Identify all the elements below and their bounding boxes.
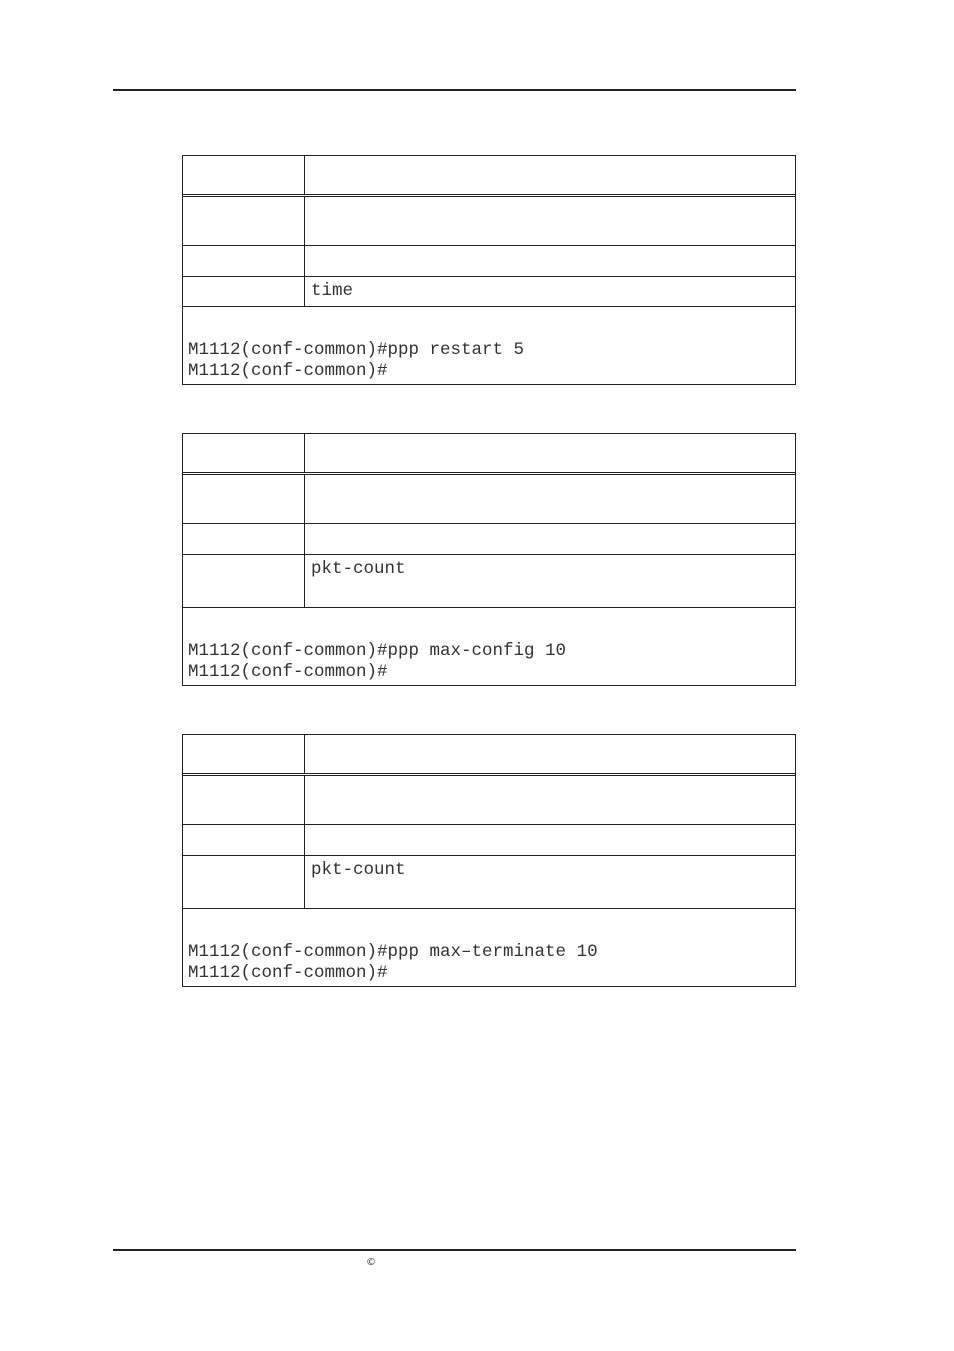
description-label-cell	[183, 776, 305, 824]
example-line: M1112(conf-common)#ppp restart 5	[188, 340, 525, 360]
header-cell-right	[305, 735, 795, 773]
header-cell-right	[305, 434, 795, 472]
copyright-symbol: ©	[366, 1257, 376, 1268]
table-header-row	[183, 434, 795, 475]
footer-rule	[113, 1249, 796, 1251]
header-rule	[113, 89, 796, 91]
mode-label-cell	[183, 825, 305, 855]
parameter-row	[183, 555, 795, 608]
mode-row	[183, 825, 795, 856]
description-row	[183, 197, 795, 246]
command-table-ppp-max-terminate	[182, 734, 796, 987]
mode-value-cell	[305, 246, 795, 276]
description-value-cell	[305, 197, 795, 245]
example-line: M1112(conf-common)#ppp max-config 10	[188, 641, 567, 661]
parameter-row	[183, 277, 795, 307]
example-block	[183, 909, 795, 986]
table-header-row	[183, 735, 795, 776]
mode-label-cell	[183, 246, 305, 276]
parameter-label-cell	[183, 555, 305, 607]
command-table-ppp-max-config	[182, 433, 796, 686]
mode-row	[183, 246, 795, 277]
table-header-row	[183, 156, 795, 197]
example-block	[183, 608, 795, 685]
parameter-label-cell	[183, 277, 305, 306]
parameter-row	[183, 856, 795, 909]
mode-label-cell	[183, 524, 305, 554]
example-line: M1112(conf-common)#	[188, 361, 388, 381]
description-label-cell	[183, 475, 305, 523]
description-row	[183, 475, 795, 524]
description-row	[183, 776, 795, 825]
header-cell-left	[183, 735, 305, 773]
description-value-cell	[305, 475, 795, 523]
header-cell-left	[183, 434, 305, 472]
description-value-cell	[305, 776, 795, 824]
mode-value-cell	[305, 524, 795, 554]
parameter-name: pkt-count	[311, 860, 406, 880]
description-label-cell	[183, 197, 305, 245]
command-table-ppp-restart	[182, 155, 796, 385]
mode-row	[183, 524, 795, 555]
example-line: M1112(conf-common)#ppp max–terminate 10	[188, 942, 598, 962]
header-cell-right	[305, 156, 795, 194]
example-line: M1112(conf-common)#	[188, 963, 388, 983]
example-block	[183, 307, 795, 384]
parameter-label-cell	[183, 856, 305, 908]
mode-value-cell	[305, 825, 795, 855]
parameter-name: time	[311, 281, 354, 301]
header-cell-left	[183, 156, 305, 194]
example-line: M1112(conf-common)#	[188, 662, 388, 682]
parameter-name: pkt-count	[311, 559, 406, 579]
